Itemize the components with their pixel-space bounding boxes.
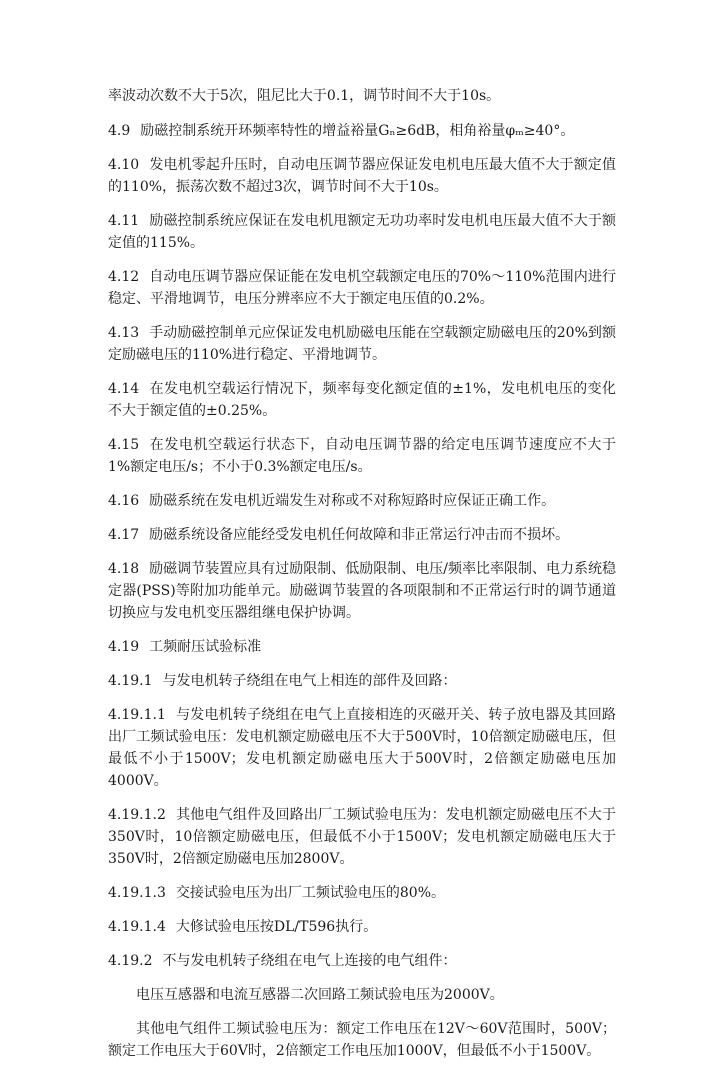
clause-number: 4.19.1.3 [108,885,166,901]
clause-text: 自动电压调节器应保证能在发电机空载额定电压的70%～110%范围内进行稳定、平滑地调节，电压分辨率应不大于额定电压值的0.2%。 [108,269,616,307]
clause-4-19-2 [108,950,616,972]
clause-text: 励磁调节装置应具有过励限制、低励限制、电压/频率比率限制、电力系统稳定器(PSS)等附加功能单元。励磁调节装置的各项限制和不正常运行时的调节通道切换应与发电机变压器组继电保护协调。 [108,561,616,621]
clause-4-17 [108,524,616,546]
clause-text: 励磁系统设备应能经受发电机任何故障和非正常运行冲击而不损坏。 [149,527,570,543]
clause-4-12 [108,266,616,310]
clause-text: 励磁控制系统开环频率特性的增益裕量Gₙ≥6dB，相角裕量φₘ≥40°。 [140,123,575,139]
paragraph-text: 电压互感器和电流互感器二次回路工频试验电压为2000V。 [136,987,504,1003]
clause-text: 在发电机空载运行情况下，频率每变化额定值的±1%，发电机电压的变化不大于额定值的±0.25%。 [108,381,616,419]
clause-4-19 [108,636,616,658]
clause-4-13 [108,322,616,366]
paragraph [108,1018,616,1062]
clause-text: 交接试验电压为出厂工频试验电压的80%。 [175,885,446,901]
clause-text: 与发电机转子绕组在电气上直接相连的灭磁开关、转子放电器及其回路出厂工频试验电压：发电机额定励磁电压不大于500V时，10倍额定励磁电压，但最低不小于1500V；发电机额定励磁电压大于500V时，2倍额定励磁电压加4000V。 [108,707,616,789]
clause-number: 4.19.1.1 [108,707,166,723]
clause-4-14 [108,378,616,422]
clause-text: 与发电机转子绕组在电气上相连的部件及回路： [162,673,457,689]
clause-number: 4.12 [108,269,140,285]
clause-text: 大修试验电压按DL/T596执行。 [175,919,378,935]
clause-text: 在发电机空载运行状态下，自动电压调节器的给定电压调节速度应不大于1%额定电压/s；不小于0.3%额定电压/s。 [108,437,616,475]
clause-text: 其他电气组件及回路出厂工频试验电压为：发电机额定励磁电压不大于350V时，10倍额定励磁电压，但最低不小于1500V；发电机额定励磁电压大于350V时，2倍额定励磁电压加2800V。 [108,807,616,867]
clause-number: 4.15 [108,437,140,453]
clause-4-19-1-2 [108,804,616,870]
clause-number: 4.11 [108,213,140,229]
paragraph-text: 其他电气组件工频试验电压为：额定工作电压在12V～60V范围时，500V；额定工作电压大于60V时，2倍额定工作电压加1000V，但最低不小于1500V。 [108,1021,616,1059]
clause-4-9 [108,120,616,142]
clause-text: 励磁系统在发电机近端发生对称或不对称短路时应保证正确工作。 [149,493,556,509]
clause-4-11 [108,210,616,254]
clause-4-19-1-1 [108,704,616,792]
clause-4-15 [108,434,616,478]
clause-number: 4.19.2 [108,953,153,969]
clause-text: 励磁控制系统应保证在发电机甩额定无功功率时发电机电压最大值不大于额定值的115%。 [108,213,616,251]
clause-number: 4.19.1 [108,673,153,689]
clause-text: 不与发电机转子绕组在电气上连接的电气组件： [162,953,457,969]
clause-number: 4.14 [108,381,140,397]
clause-number: 4.18 [108,561,140,577]
clause-text: 发电机零起升压时，自动电压调节器应保证发电机电压最大值不大于额定值的110%，振荡次数不超过3次，调节时间不大于10s。 [108,157,616,195]
clause-number: 4.19.1.2 [108,807,166,823]
clause-number: 4.13 [108,325,140,341]
clause-4-18 [108,558,616,624]
document-body [108,85,616,1074]
paragraph [108,85,616,107]
clause-4-16 [108,490,616,512]
clause-4-19-1-3 [108,882,616,904]
clause-number: 4.9 [108,123,131,139]
clause-number: 4.17 [108,527,140,543]
paragraph-text: 率波动次数不大于5次，阻尼比大于0.1，调节时间不大于10s。 [108,88,501,104]
clause-text: 工频耐压试验标准 [149,639,262,655]
clause-number: 4.19 [108,639,140,655]
clause-number: 4.10 [108,157,140,173]
clause-number: 4.19.1.4 [108,919,166,935]
clause-4-10 [108,154,616,198]
clause-4-19-1-4 [108,916,616,938]
paragraph [108,984,616,1006]
clause-text: 手动励磁控制单元应保证发电机励磁电压能在空载额定励磁电压的20%到额定励磁电压的110%进行稳定、平滑地调节。 [108,325,616,363]
clause-4-19-1 [108,670,616,692]
clause-number: 4.16 [108,493,140,509]
